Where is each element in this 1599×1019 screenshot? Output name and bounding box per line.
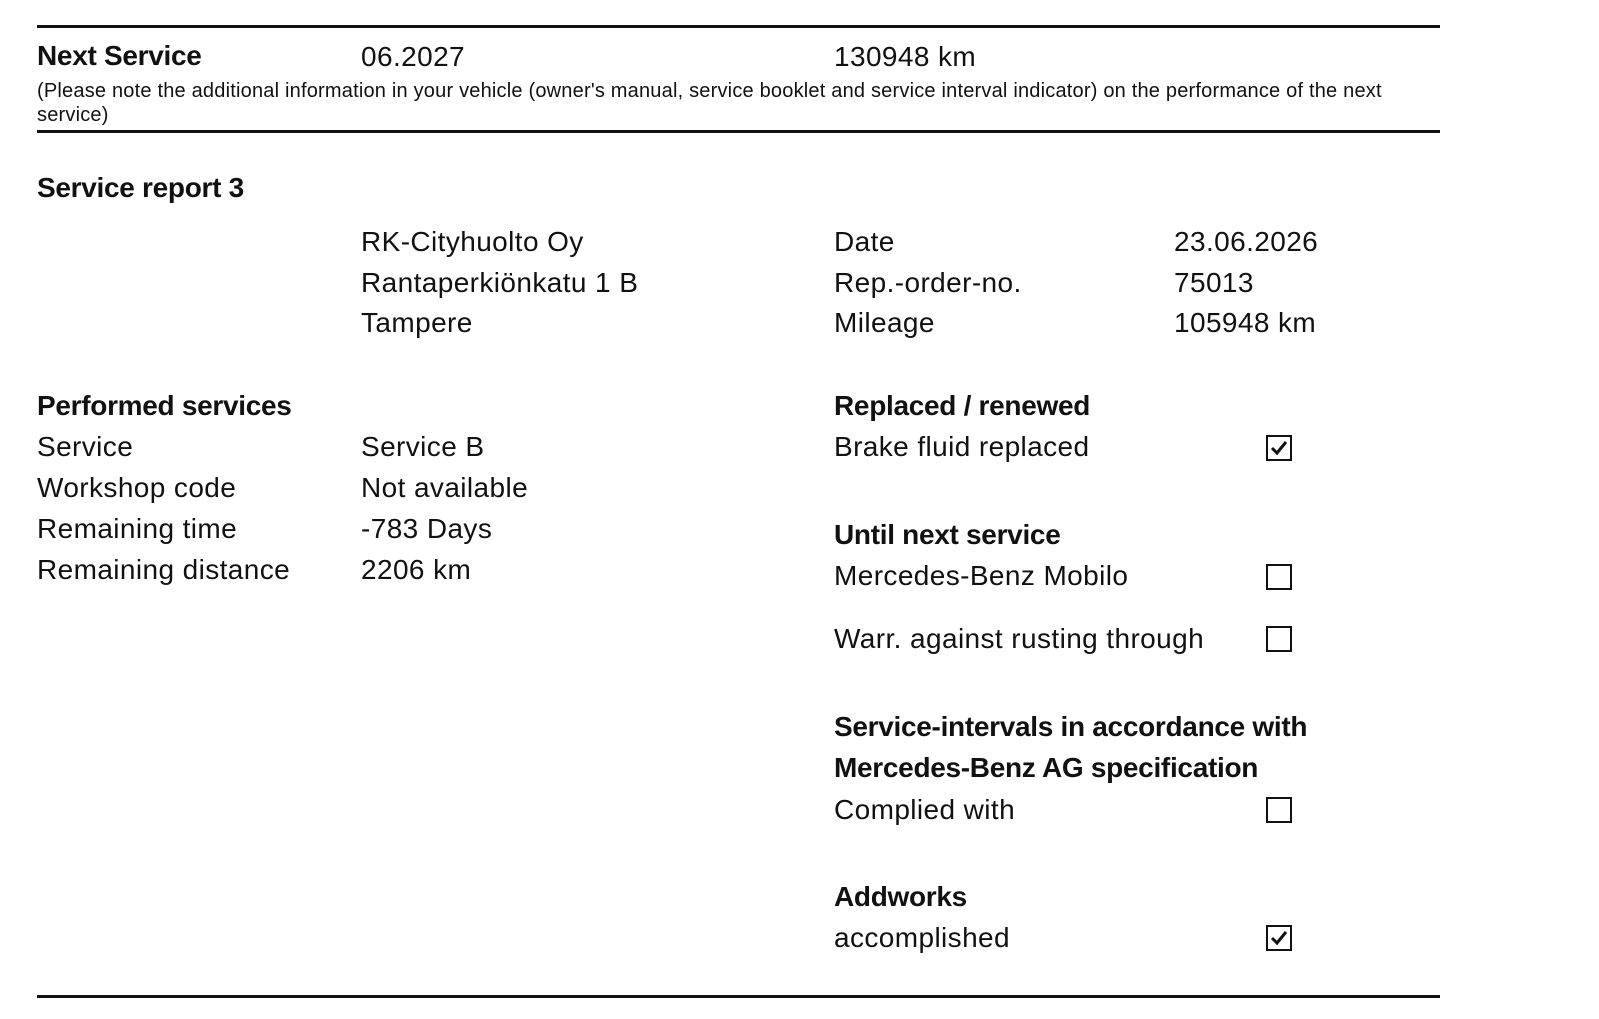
intervals-title-line2: Mercedes-Benz AG specification <box>834 752 1259 783</box>
checkmark-icon <box>1270 929 1288 947</box>
next-service-title: Next Service <box>37 40 202 71</box>
detail-value-date: 23.06.2026 <box>1174 226 1319 257</box>
performed-services-title: Performed services <box>37 390 292 421</box>
performed-label-remaining-distance: Remaining distance <box>37 554 291 585</box>
replaced-title: Replaced / renewed <box>834 390 1091 421</box>
intervals-title-line1: Service-intervals in accordance with <box>834 711 1308 742</box>
until-next-label-mobilo: Mercedes-Benz Mobilo <box>834 560 1129 591</box>
workshop-city: Tampere <box>361 307 473 338</box>
addworks-label-accomplished: accomplished <box>834 922 1010 953</box>
next-service-date: 06.2027 <box>361 41 466 72</box>
performed-label-workshop-code: Workshop code <box>37 472 237 503</box>
performed-value-remaining-time: -783 Days <box>361 513 493 544</box>
checkbox-complied[interactable] <box>1266 797 1292 823</box>
checkbox-mobilo[interactable] <box>1266 564 1292 590</box>
next-service-mileage: 130948 km <box>834 41 977 72</box>
checkbox-rusting[interactable] <box>1266 626 1292 652</box>
header-rule <box>37 130 1440 133</box>
workshop-street: Rantaperkiönkatu 1 B <box>361 267 639 298</box>
detail-label-date: Date <box>834 226 895 257</box>
detail-value-mileage: 105948 km <box>1174 307 1317 338</box>
until-next-title: Until next service <box>834 519 1061 550</box>
performed-value-remaining-distance: 2206 km <box>361 554 472 585</box>
bottom-rule <box>37 995 1440 998</box>
replaced-label-brake-fluid: Brake fluid replaced <box>834 431 1090 462</box>
workshop-name: RK-Cityhuolto Oy <box>361 226 584 257</box>
detail-value-order-no: 75013 <box>1174 267 1254 298</box>
addworks-title: Addworks <box>834 881 967 912</box>
performed-label-remaining-time: Remaining time <box>37 513 238 544</box>
detail-label-mileage: Mileage <box>834 307 935 338</box>
checkbox-accomplished[interactable] <box>1266 925 1292 951</box>
detail-label-order-no: Rep.-order-no. <box>834 267 1022 298</box>
report-title: Service report 3 <box>37 172 244 203</box>
performed-value-service: Service B <box>361 431 485 462</box>
performed-label-service: Service <box>37 431 134 462</box>
checkbox-brake-fluid[interactable] <box>1266 435 1292 461</box>
intervals-label-complied: Complied with <box>834 794 1016 825</box>
checkmark-icon <box>1270 439 1288 457</box>
next-service-note: (Please note the additional information in your vehicle (owner's manual, service booklet and service interval indicator) on the performance of the next service) <box>37 80 1382 126</box>
top-rule <box>37 25 1440 28</box>
performed-value-workshop-code: Not available <box>361 472 529 503</box>
until-next-label-rusting: Warr. against rusting through <box>834 623 1205 654</box>
